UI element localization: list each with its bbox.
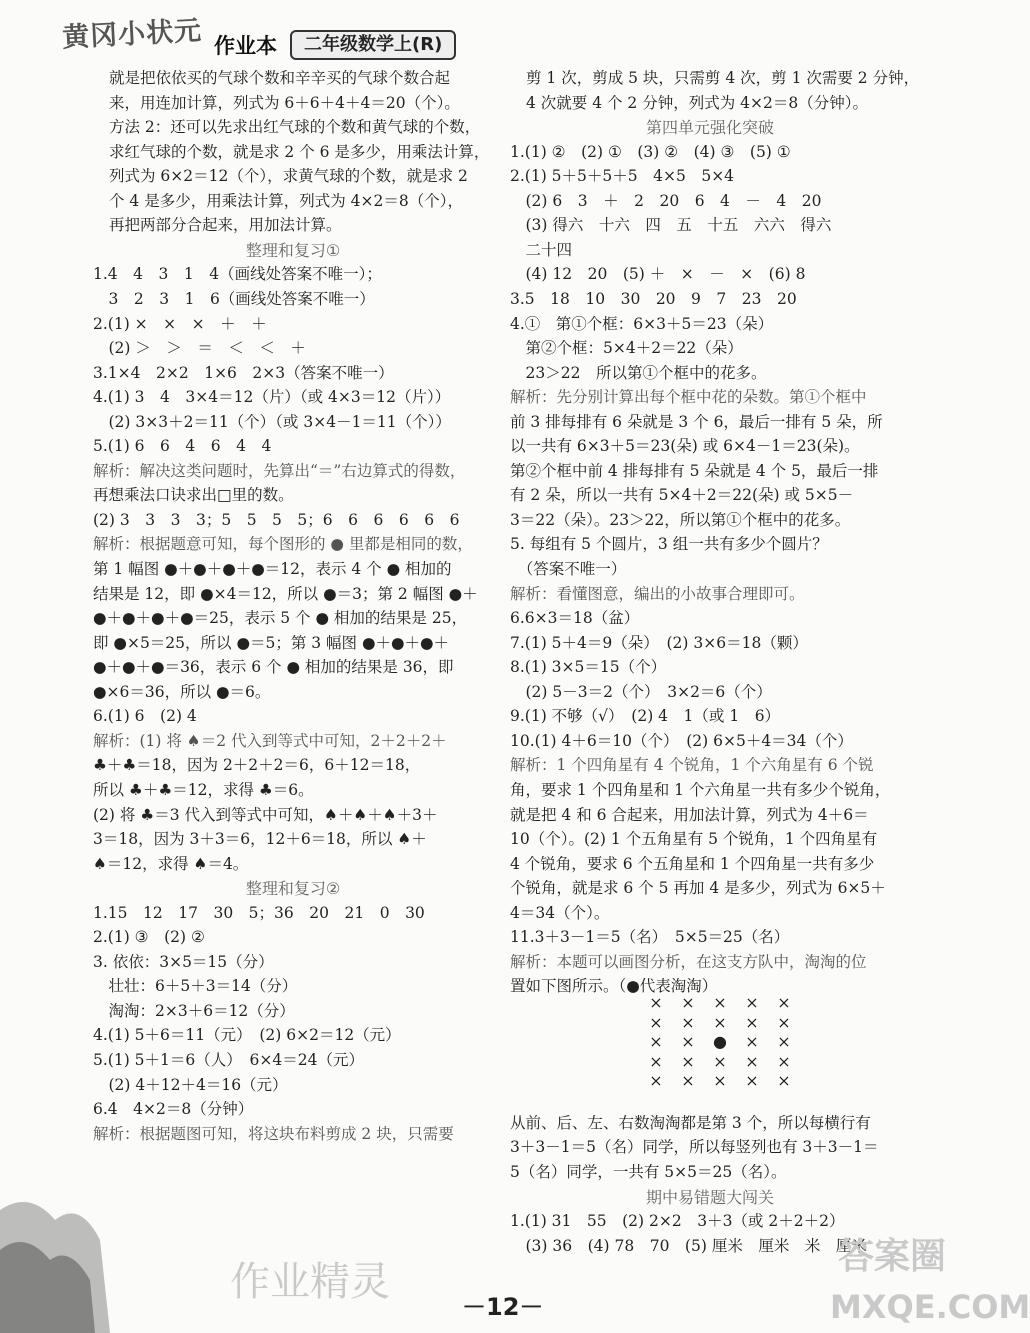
- answer-line: 第②个框中前 4 排每排有 5 朵就是 4 个 5，最后一排: [510, 461, 879, 480]
- answer-line: 1.(1) 31 55 (2) 2×2 3＋3（或 2＋2＋2）: [510, 1212, 845, 1231]
- answer-line: 方法 2：还可以先求出红气球的个数和黄气球的个数，: [109, 118, 481, 137]
- answer-line: 7.(1) 5＋4＝9（朵） (2) 3×6＝18（颗）: [510, 633, 808, 652]
- student-marker: ×: [745, 1012, 759, 1032]
- answer-line: 求红气球的个数，就是求 2 个 6 是多少，用乘法计算，: [109, 142, 490, 161]
- answer-line: 二十四: [510, 240, 573, 259]
- answer-line: 6.6×3＝18（盆）: [510, 609, 640, 628]
- student-marker: ×: [649, 1012, 663, 1032]
- answer-line: 3. 依依：3×5＝15（分）: [93, 952, 274, 971]
- answer-line: 3.5 18 10 30 20 9 7 23 20: [510, 289, 797, 308]
- student-marker: ×: [649, 1032, 663, 1051]
- answer-line: 23＞22 所以第①个框中的花多。: [510, 363, 767, 382]
- student-marker: ×: [649, 993, 663, 1012]
- section-heading: 期中易错题大闯关: [645, 1187, 774, 1207]
- answer-line: (2) 4＋12＋4＝16（元）: [93, 1075, 288, 1094]
- answer-line: 3＝18，因为 3＋3＝6，12＋6＝18，所以 ♠＋: [93, 830, 427, 849]
- answer-line: ♠＝12，求得 ♠＝4。: [93, 854, 249, 873]
- answer-line: 剪 1 次，剪成 5 块，只需剪 4 次，剪 1 次需要 2 分钟，: [526, 69, 920, 87]
- analysis-line: 解析：看懂图意，编出的小故事合理即可。: [510, 584, 805, 603]
- answer-line: 角，要求 1 个四角星和 1 个六角星一共有多少个锐角，: [510, 780, 891, 799]
- student-marker: ×: [681, 1071, 695, 1090]
- answer-line: 就是把 4 和 6 合起来，用加法计算，列式为 4＋6＝: [510, 805, 869, 824]
- answer-line: 2.(1) ③ (2) ②: [93, 928, 205, 947]
- student-marker: ×: [777, 1071, 791, 1090]
- answer-line: (4) 12 20 (5) ＋ × － × (6) 8: [510, 265, 806, 284]
- answer-line: 4 次就要 4 个 2 分钟，列式为 4×2＝8（分钟）。: [526, 93, 868, 112]
- answer-line: 5. 每组有 5 个圆片，3 组一共有多少个圆片？: [510, 535, 828, 554]
- watermark-site: MXQE.COM: [830, 1288, 1030, 1326]
- answer-line: 4.(1) 3 4 3×4＝12（片）（或 4×3＝12（片））: [93, 388, 451, 407]
- analysis-line: 解析：1 个四角星有 4 个锐角，1 个六角星有 6 个锐: [510, 756, 874, 775]
- answer-line: 6.4 4×2＝8（分钟）: [93, 1100, 254, 1119]
- student-marker: ×: [681, 1051, 695, 1071]
- watermark-bottom: 作业精灵: [230, 1259, 390, 1305]
- student-marker: ×: [777, 993, 791, 1012]
- corner-decoration: [0, 1190, 110, 1333]
- section-heading: 整理和复习②: [245, 879, 341, 899]
- answer-line: 壮壮：6＋5＋3＝14（分）: [93, 977, 298, 996]
- student-marker: ×: [777, 1012, 791, 1032]
- analysis-line: 解析：(1) 将 ♠＝2 代入到等式中可知，2＋2＋2＋: [93, 731, 447, 750]
- answer-line: ●＋●＋●＋●＝25，表示 5 个 ● 相加的结果是 25，: [93, 609, 468, 628]
- answer-line: 5（名）同学，一共有 5×5＝25（名）。: [510, 1163, 787, 1181]
- student-marker: ×: [777, 1051, 791, 1071]
- student-marker: ×: [745, 1071, 759, 1090]
- answer-line: 3＝22（朵）。23＞22，所以第①个框中的花多。: [510, 510, 851, 529]
- analysis-line: 解析：先分别计算出每个框中花的朵数。第①个框中: [510, 388, 867, 407]
- section-heading: 第四单元强化突破: [645, 118, 774, 138]
- answer-line: 有 2 朵，所以一共有 5×4＋2＝22(朵) 或 5×5－: [510, 486, 854, 505]
- page-number: －12－: [462, 1293, 544, 1321]
- answer-line: 4.(1) 5＋6＝11（元） (2) 6×2＝12（元）: [93, 1026, 401, 1045]
- answer-line: 列式为 6×2＝12（个），求黄气球的个数，就是求 2: [109, 167, 468, 186]
- answer-line: (3) 得六 十六 四 五 十五 六六 得六: [510, 216, 832, 235]
- student-marker: ×: [745, 1051, 759, 1071]
- answer-line: ♣＋♣＝18，因为 2＋2＋2＝6，6＋12＝18，: [93, 756, 421, 775]
- grade-badge: 二年级数学上(R): [290, 30, 456, 60]
- answer-line: (2) 将 ♣＝3 代入到等式中可知，♠＋♠＋♠＋3＋: [93, 805, 438, 824]
- student-marker: ×: [649, 1071, 663, 1090]
- left-column: [93, 66, 493, 1246]
- book-title: 作业本: [214, 34, 277, 58]
- answer-line: 从前、后、左、右数淘淘都是第 3 个，所以每横行有: [510, 1113, 871, 1132]
- answer-line: 个 4 是多少，用乘法计算，列式为 4×2＝8（个），: [109, 191, 463, 210]
- answer-line: 4 个锐角，要求 6 个五角星和 1 个四角星一共有多少: [510, 854, 875, 873]
- answer-line: (2) 3×3＋2＝11（个）（或 3×4－1＝11（个））: [93, 412, 451, 431]
- answer-line: ●×6＝36，所以 ●＝6。: [93, 682, 271, 701]
- answer-line: 11.3＋3－1＝5（名） 5×5＝25（名）: [510, 928, 790, 947]
- answer-line: 10.(1) 4＋6＝10（个） (2) 6×5＋4＝34（个）: [510, 731, 853, 750]
- page-header: [0, 0, 1000, 68]
- answer-line: ●＋●＋●＝36，表示 6 个 ● 相加的结果是 36，即: [93, 658, 454, 677]
- student-marker: ×: [649, 1051, 663, 1071]
- answer-line: 3.1×4 2×2 1×6 2×3（答案不唯一）: [93, 363, 394, 382]
- student-marker: ×: [681, 1032, 695, 1051]
- answer-line: (2) ＞ ＞ ＝ ＜ ＜ ＋: [93, 339, 306, 358]
- student-marker: ×: [745, 1032, 759, 1051]
- answer-line: （答案不唯一）: [510, 560, 627, 578]
- answer-line: 个锐角，就是求 6 个 5 再加 4 是多少，列式为 6×5＋: [510, 879, 886, 898]
- analysis-line: 解析：根据题图可知，将这块布料剪成 2 块，只需要: [93, 1124, 454, 1143]
- answer-line: 即 ●×5＝25，所以 ●＝5；第 3 幅图 ●＋●＋●＋: [93, 633, 450, 652]
- answer-line: 第②个框：5×4＋2＝22（朵）: [510, 339, 743, 358]
- student-marker: ×: [777, 1032, 791, 1051]
- answer-line: (2) 6 3 ＋ 2 20 6 4 － 4 20: [510, 191, 822, 210]
- answer-line: 4.① 第①个框：6×3＋5＝23（朵）: [510, 314, 774, 333]
- answer-line: (2) 5－3＝2（个） 3×2＝6（个）: [510, 682, 772, 701]
- student-marker: ×: [681, 1012, 695, 1032]
- section-heading: 整理和复习①: [245, 240, 341, 260]
- answer-line: 所以 ♣＋♣＝12，求得 ♣＝6。: [93, 780, 314, 799]
- answer-line: 3 2 3 1 6（画线处答案不唯一）: [93, 289, 375, 308]
- answer-line: 置如下图所示。（●代表淘淘）: [510, 977, 718, 996]
- answer-line: 2.(1) 5＋5＋5＋5 4×5 5×4: [510, 167, 735, 186]
- answer-line: 以一共有 6×3＋5＝23(朵) 或 6×4－1＝23(朵)。: [510, 437, 860, 456]
- answer-line: 9.(1) 不够（√） (2) 4 1（或 1 6）: [510, 707, 781, 726]
- brand-logo: 黄冈小状元: [61, 15, 203, 54]
- answer-line: 1.4 4 3 1 4（画线处答案不唯一）；: [93, 265, 382, 284]
- answer-line: 5.(1) 6 6 4 6 4 4: [93, 437, 272, 456]
- answer-line: 6.(1) 6 (2) 4: [93, 707, 197, 726]
- watermark-corner: 答案圈: [838, 1236, 947, 1277]
- answer-line: 第 1 幅图 ●＋●＋●＋●＝12，表示 4 个 ● 相加的: [93, 560, 452, 578]
- answer-line: 8.(1) 3×5＝15（个）: [510, 658, 667, 677]
- answer-line: 3＋3－1＝5（名）同学，所以每竖列也有 3＋3－1＝: [510, 1138, 879, 1157]
- answer-line: 2.(1) × × × ＋ ＋: [93, 314, 267, 333]
- answer-line: 再想乘法口诀求出□里的数。: [93, 486, 294, 505]
- student-marker: ×: [713, 1012, 727, 1032]
- answer-line: 1.15 12 17 30 5；36 20 21 0 30: [93, 903, 425, 922]
- answer-line: 来，用连加计算，列式为 6＋6＋4＋4＝20（个）。: [109, 93, 460, 112]
- student-marker: ×: [713, 1071, 727, 1090]
- answer-line: 10（个）。(2) 1 个五角星有 5 个锐角，1 个四角星有: [510, 830, 878, 849]
- answer-line: 前 3 排每排有 6 朵就是 3 个 6，最后一排有 5 朵，所: [510, 412, 883, 431]
- answer-line: 就是把依依买的气球个数和辛辛买的气球个数合起: [109, 69, 451, 87]
- student-marker: ×: [745, 993, 759, 1012]
- student-marker: ×: [713, 993, 727, 1012]
- answer-line: (2) 3 3 3 3；5 5 5 5；6 6 6 6 6 6: [93, 510, 460, 529]
- student-marker: ×: [681, 993, 695, 1012]
- answer-line: 淘淘：2×3＋6＝12（分）: [93, 1001, 295, 1020]
- answer-line: 5.(1) 5＋1＝6（人） 6×4＝24（元）: [93, 1051, 364, 1069]
- analysis-line: 解析：解决这类问题时，先算出“＝”右边算式的得数，: [93, 461, 466, 480]
- taotao-marker: ●: [713, 1032, 727, 1051]
- answer-line: (3) 36 (4) 78 70 (5) 厘米 厘米 米 厘米: [510, 1236, 867, 1255]
- analysis-line: 解析：根据题意可知，每个图形的 ● 里都是相同的数，: [93, 535, 473, 554]
- analysis-line: 解析：本题可以画图分析，在这支方队中，淘淘的位: [510, 952, 867, 971]
- answer-line: 4＝34（个）。: [510, 903, 610, 922]
- answer-line: 1.(1) ② (2) ① (3) ② (4) ③ (5) ①: [510, 142, 791, 161]
- student-marker: ×: [713, 1051, 727, 1071]
- answer-line: 再把两部分合起来，用加法计算。: [109, 216, 342, 235]
- answer-line: 结果是 12，即 ●×4＝12，所以 ●＝3；第 2 幅图 ●＋: [93, 584, 478, 603]
